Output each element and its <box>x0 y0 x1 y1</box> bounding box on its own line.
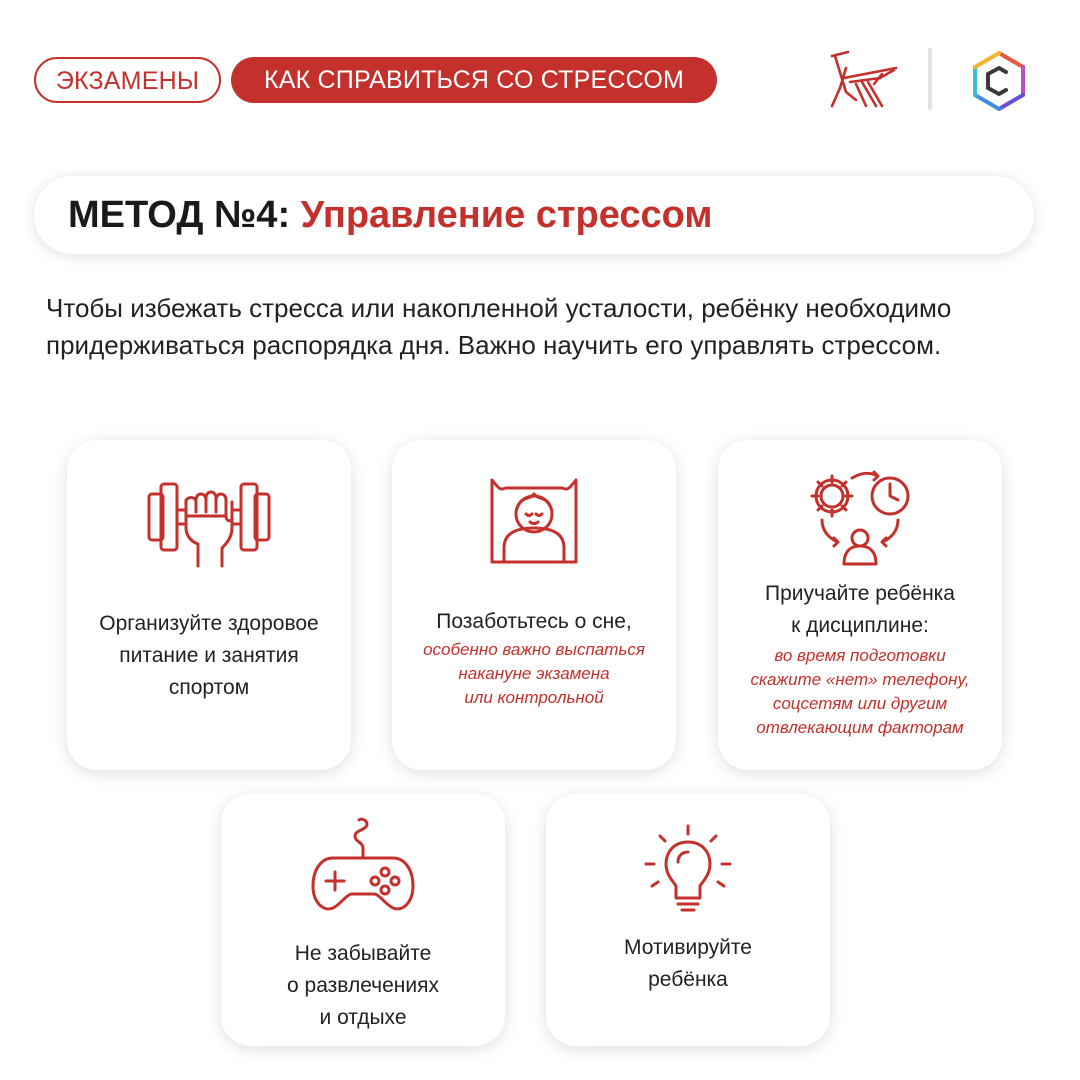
chair-logo-icon <box>826 48 900 112</box>
tip-text-motivation: Мотивируйте ребёнка <box>624 936 752 991</box>
schedule-discipline-icon <box>804 468 916 570</box>
gamepad-icon <box>311 816 415 918</box>
tip-text-sport: Организуйте здоровое питание и занятия спортом <box>99 612 319 699</box>
tip-card-sleep <box>392 440 676 770</box>
tag-topic[interactable]: КАК СПРАВИТЬСЯ СО СТРЕССОМ <box>231 57 717 103</box>
tip-text-sleep: Позаботьтесь о сне, <box>436 610 632 633</box>
dumbbell-icon <box>146 472 272 568</box>
tag-exams[interactable]: ЭКЗАМЕНЫ <box>34 57 221 103</box>
method-number: МЕТОД №4: <box>68 194 291 236</box>
method-title: Управление стрессом <box>300 194 713 236</box>
sleeping-child-icon <box>488 476 580 568</box>
lightbulb-icon <box>642 824 734 914</box>
intro-paragraph: Чтобы избежать стресса или накопленной усталости, ребёнку необходимо придерживаться распорядка дня. Важно научить его управлять стрессом. <box>46 293 952 360</box>
tip-card-sport <box>67 440 351 770</box>
tip-card-motivation <box>546 794 830 1046</box>
tip-text-discipline: Приучайте ребёнка к дисциплине: <box>764 582 955 637</box>
tip-subtext-discipline: во время подготовки скажите «нет» телефону, соцсетям или другим отвлекающим факторам <box>750 646 970 737</box>
tip-card-discipline <box>718 440 1002 770</box>
tip-text-rest: Не забывайте о развлечениях и отдыхе <box>287 942 439 1029</box>
method-title-bar <box>34 176 1034 254</box>
tip-card-rest <box>221 794 505 1046</box>
logo-divider <box>928 48 932 110</box>
tip-subtext-sleep: особенно важно выспаться накануне экзамена или контрольной <box>423 640 645 707</box>
hexagon-logo-icon <box>970 50 1028 112</box>
